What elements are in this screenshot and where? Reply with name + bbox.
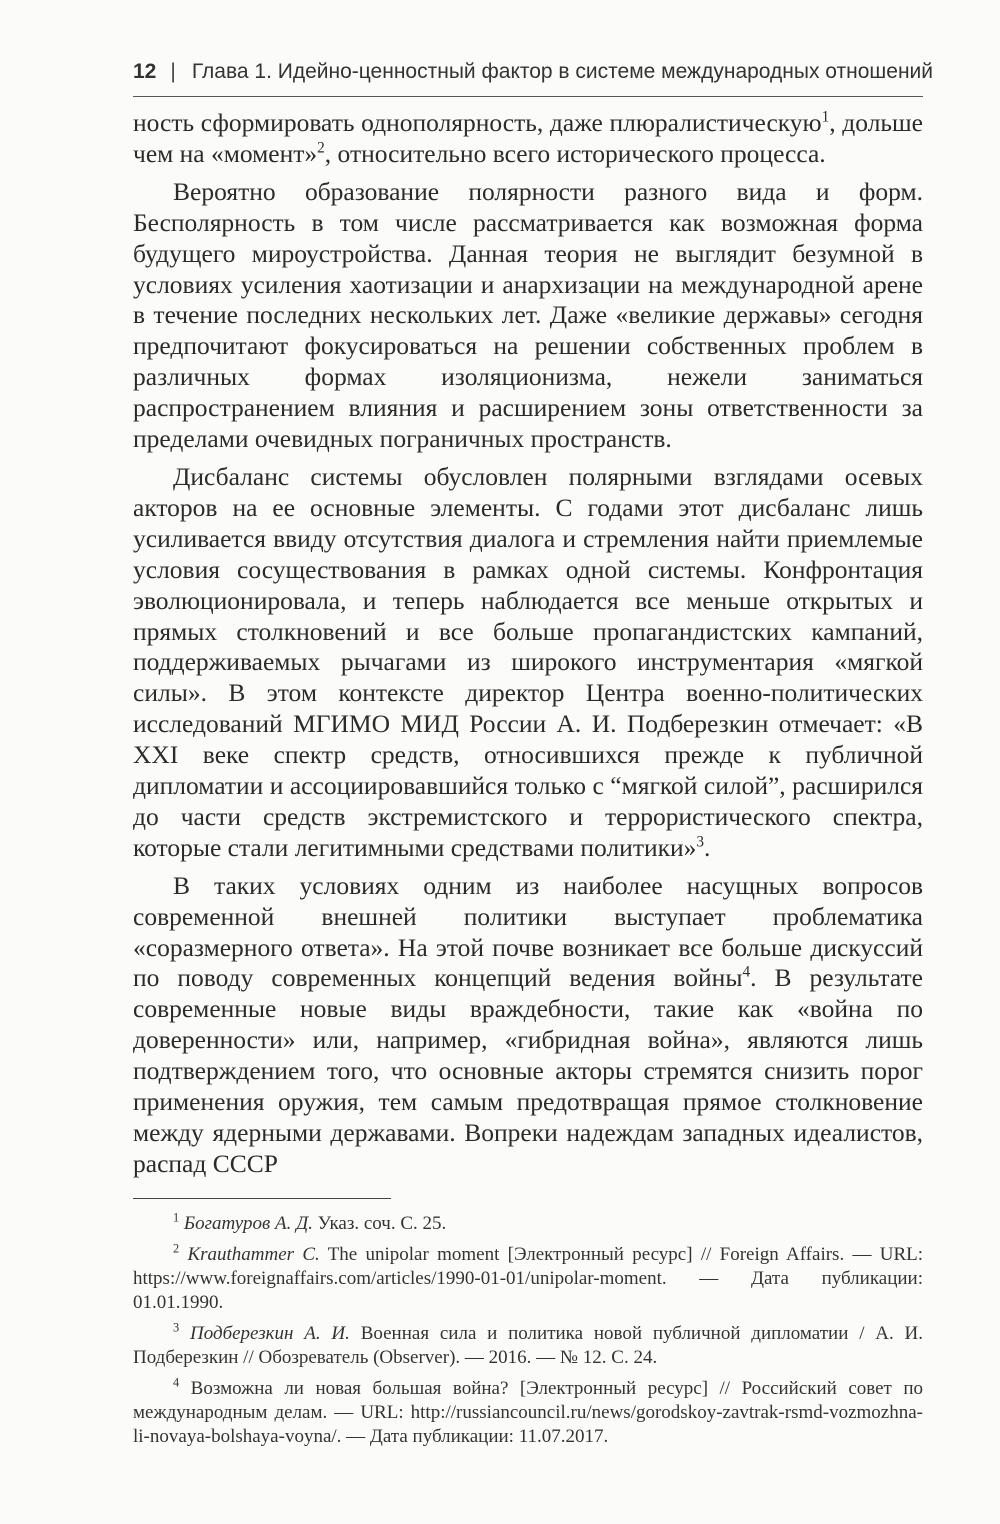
- footnote-ref-1: 1: [821, 108, 830, 126]
- text-run: Дисбаланс системы обусловлен полярными взглядами осевых акторов на ее основные элементы. С годами этот дисбаланс лишь усиливается ввиду отсутствия диалога и стремления найти приемлемые условия сосуществования в рамках одной системы. Конфронтация эволюционировала, и теперь наблюдается все меньше открытых и прямых столкновений и все больше пропагандистских кампаний, поддерживаемых рычагами из широкого инструментария «мягкой силы». В этом контексте директор Центра военно-политических исследований МГИМО МИД России А. И. Подберезкин отмечает: «В XXI веке спектр средств, относившихся прежде к публичной дипломатии и ассоциировавшийся только с “мягкой силой”, расширился до части средств экстремистского и террористического спектра, которые стали легитимными средствами политики»: [133, 461, 923, 862]
- footnote: [133, 1212, 923, 1236]
- footnote-ref-2: 2: [317, 139, 325, 157]
- text-run: Вероятно образование полярности разного вида и форм. Бесполярность в том числе рассматривается как возможная форма будущего мироустройства. Данная теория не выглядит безумной в условиях усиления хаотизации и анархизации на международной арене в течение последних нескольких лет. Даже «великие державы» сегодня предпочитают фокусироваться на решении собственных проблем в различных формах изоляционизма, нежели заниматься распространением влияния и расширением зоны ответственности за пределами очевидных пограничных пространств.: [133, 176, 923, 454]
- footnote-rule: [133, 1198, 391, 1199]
- paragraph: [133, 177, 923, 455]
- running-header: [133, 60, 934, 84]
- footnote-number: 3: [173, 1320, 180, 1335]
- paragraph-continued: [133, 108, 923, 170]
- footnote: [133, 1322, 923, 1370]
- text-run: . В результате современные новые виды враждебности, такие как «война по доверенности» или, например, «гибридная война», являются лишь подтверждением того, что основные акторы стремятся снизить порог применения оружия, тем самым предотвращая прямое столкновение между ядерными державами. Вопреки надеждам западных идеалистов, распад СССР: [133, 963, 923, 1178]
- text-run: , относительно всего исторического процесса.: [324, 138, 826, 168]
- footnote-text: Военная сила и политика новой публичной дипломатии / А. И. Подберезкин // Обозреватель (Observer). — 2016. — № 12. С. 24.: [133, 1323, 924, 1368]
- text-run: .: [704, 832, 711, 862]
- text-run: , дольше чем на «момент»: [133, 108, 923, 168]
- footnote: [133, 1243, 923, 1315]
- page-number: 12: [133, 60, 157, 83]
- footnote-ref-3: 3: [696, 833, 705, 851]
- footnote-number: 4: [173, 1375, 180, 1390]
- footnote-ref-4: 4: [742, 963, 751, 981]
- footnote-number: 2: [173, 1241, 180, 1256]
- text-run: В таких условиях одним из наиболее насущных вопросов современной внешней политики выступает проблематика «соразмерного ответа». На этой почве возникает все больше дискуссий по поводу современных концепций ведения войны: [133, 870, 923, 993]
- footnotes: [133, 1212, 923, 1456]
- footnote-author: Подберезкин А. И.: [189, 1323, 350, 1344]
- text-run: ность сформировать однополярность, даже плюралистическую: [133, 108, 822, 137]
- paragraph: [133, 462, 923, 864]
- footnote-number: 1: [173, 1210, 180, 1225]
- chapter-title: Глава 1. Идейно-ценностный фактор в системе международных отношений: [191, 60, 934, 83]
- paragraph: [133, 871, 923, 1180]
- footnote-text: The unipolar moment [Электронный ресурс] // Foreign Affairs. — URL: https://www.foreignaffairs.com/articles/1990-01-01/unipolar-moment. — Дата публикации: 01.01.1990.: [133, 1244, 924, 1313]
- footnote-text: Возможна ли новая большая война? [Электронный ресурс] // Российский совет по международным делам. — URL: http://russiancouncil.ru/news/gorodskoy-zavtrak-rsmd-vozmozhna-li-novaya-bolshaya-voyna/. — Дата публикации: 11.07.2017.: [133, 1378, 923, 1447]
- header-separator: |: [170, 60, 176, 83]
- footnote-author: Богатуров А. Д.: [183, 1213, 313, 1234]
- header-rule: [133, 96, 923, 97]
- footnote-author: Krauthammer C.: [187, 1244, 320, 1265]
- footnote: [133, 1377, 923, 1449]
- footnote-text: Указ. соч. С. 25.: [312, 1213, 447, 1234]
- main-text: [133, 108, 923, 1180]
